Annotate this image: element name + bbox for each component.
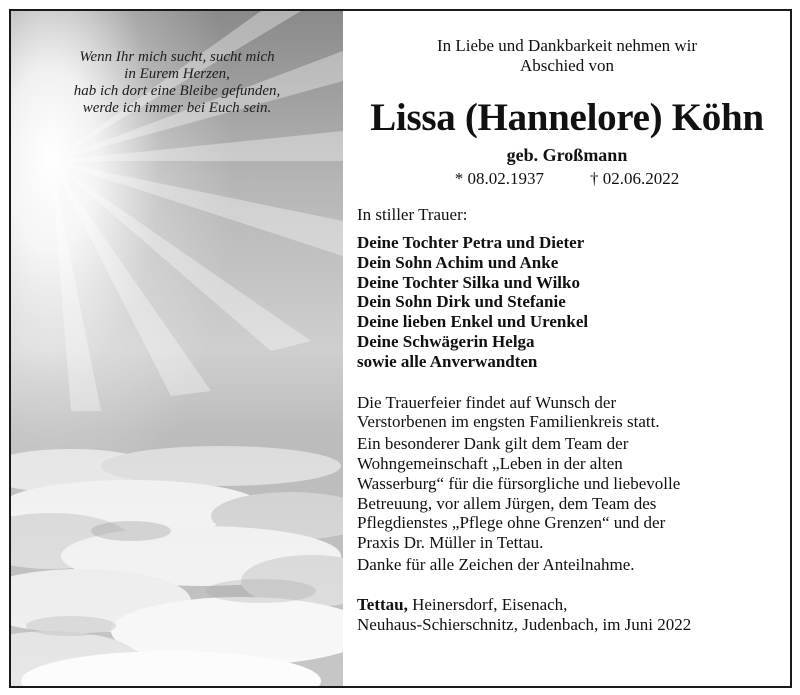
thanks-paragraph	[357, 434, 777, 553]
birth-date: * 08.02.1937	[454, 169, 544, 188]
text-line: Wasserburg“ für die fürsorgliche und liebevolle	[357, 473, 681, 493]
mourner: Dein Sohn Dirk und Stefanie	[357, 292, 566, 312]
mourner: sowie alle Anverwandten	[357, 351, 538, 371]
poem-line: Wenn Ihr mich sucht, sucht mich	[79, 49, 275, 65]
text-line: Praxis Dr. Müller in Tettau.	[357, 533, 544, 553]
funeral-paragraph	[357, 393, 777, 433]
notice-text	[357, 11, 777, 635]
closing-places-rest: Heinersdorf, Eisenach,	[407, 594, 568, 614]
closing-line	[357, 595, 777, 615]
death-date: † 02.06.2022	[590, 169, 680, 188]
text-line: Ein besonderer Dank gilt dem Team der	[357, 434, 629, 454]
closing-line: Neuhaus-Schierschnitz, Judenbach, im Juni 2022	[357, 614, 692, 634]
cloud-layer	[11, 441, 343, 686]
mourner: Deine Schwägerin Helga	[357, 331, 535, 351]
intro-line: In Liebe und Dankbarkeit nehmen wir	[436, 36, 698, 55]
text-line: Die Trauerfeier findet auf Wunsch der	[357, 392, 617, 412]
mourner: Deine Tochter Silka und Wilko	[357, 272, 580, 292]
intro	[357, 36, 777, 76]
text-line: Pflegdienstes „Pflege ohne Grenzen“ und der	[357, 513, 666, 533]
life-dates	[357, 168, 777, 190]
gratitude-paragraph	[357, 555, 777, 575]
poem-line: hab ich dort eine Bleibe gefunden,	[73, 83, 281, 99]
poem-line: werde ich immer bei Euch sein.	[82, 100, 272, 116]
text-line: Wohngemeinschaft „Leben in der alten	[357, 453, 623, 473]
poem-line: in Eurem Herzen,	[124, 66, 230, 82]
obituary-notice	[9, 9, 792, 688]
closing-places	[357, 595, 777, 635]
sky-clouds-photo	[11, 11, 343, 686]
text-line: Betreuung, vor allem Jürgen, dem Team des	[357, 493, 657, 513]
poem	[11, 49, 343, 117]
text-line: Danke für alle Zeichen der Anteilnahme.	[357, 554, 635, 574]
mourning-label: In stiller Trauer:	[357, 205, 468, 224]
text-line: Verstorbenen im engsten Familienkreis statt.	[357, 412, 660, 432]
intro-line: Abschied von	[520, 56, 614, 75]
deceased-name: Lissa (Hannelore) Köhn	[370, 96, 764, 139]
closing-town: Tettau,	[357, 594, 408, 614]
mourner: Dein Sohn Achim und Anke	[357, 252, 559, 272]
mourner: Deine lieben Enkel und Urenkel	[357, 312, 589, 332]
mourner: Deine Tochter Petra und Dieter	[357, 233, 585, 252]
mourners-list	[357, 233, 777, 372]
birth-name: geb. Großmann	[506, 145, 628, 165]
